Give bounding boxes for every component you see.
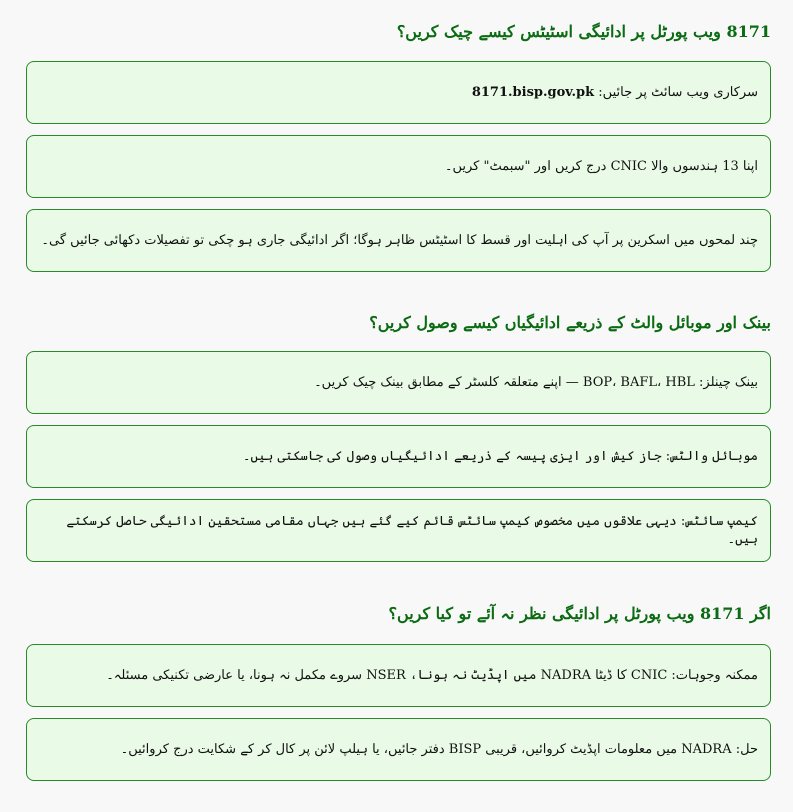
info-card (26, 425, 771, 488)
section-heading: اگر 8171 ویب پورٹل پر ادائیگی نظر نہ آئے تو کیا کریں؟ (388, 604, 771, 623)
section-check-status (26, 0, 771, 272)
website-url: 8171.bisp.gov.pk (471, 84, 595, 100)
info-card (26, 351, 771, 414)
card-text: اپنا 13 ہندسوں والا CNIC درج کریں اور "سبمٹ" کریں۔ (444, 158, 758, 174)
info-card (26, 135, 771, 198)
section-receive-payments (26, 272, 771, 562)
info-card (26, 61, 771, 124)
card-text: ممکنہ وجوہات: CNIC کا ڈیٹا NADRA میں اپڈیٹ نہ ہونا، NSER سروے مکمل نہ ہونا، یا عارضی تکنیکی مسئلہ۔ (106, 667, 758, 683)
card-text: چند لمحوں میں اسکرین پر آپ کی اہلیت اور قسط کا اسٹیٹس ظاہر ہوگا؛ اگر ادائیگی جاری ہو چکی تو تفصیلات دکھائی جائیں گی۔ (41, 232, 758, 248)
info-card (26, 209, 771, 272)
info-card (26, 718, 771, 781)
card-label: سرکاری ویب سائٹ پر جائیں: (598, 84, 758, 100)
info-card (26, 499, 771, 562)
section-heading: 8171 ویب پورٹل پر ادائیگی اسٹیٹس کیسے چیک کریں؟ (396, 22, 771, 41)
card-text: بینک چینلز: BOP، BAFL، HBL — اپنے متعلقہ کلسٹر کے مطابق بینک چیک کریں۔ (314, 374, 758, 390)
section-heading: بینک اور موبائل والٹ کے ذریعے ادائیگیاں کیسے وصول کریں؟ (369, 313, 771, 332)
card-text: کیمپ سائٹس: دیہی علاقوں میں مخصوص کیمپ سائٹس قائم کیے گئے ہیں جہاں مقامی مستحقین ادائیگی حاصل کرسکتے ہیں۔ (66, 513, 758, 547)
section-troubleshooting (26, 562, 771, 781)
card-text: حل: NADRA میں معلومات اپڈیٹ کروائیں، قریبی BISP دفتر جائیں، یا ہیلپ لائن پر کال کر کے شکایت درج کروائیں۔ (120, 741, 758, 757)
card-text: موبائل والٹس: جاز کیش اور ایزی پیسہ کے ذریعے ادائیگیاں وصول کی جاسکتی ہیں۔ (242, 448, 758, 464)
card-text (472, 84, 758, 102)
info-card (26, 644, 771, 707)
